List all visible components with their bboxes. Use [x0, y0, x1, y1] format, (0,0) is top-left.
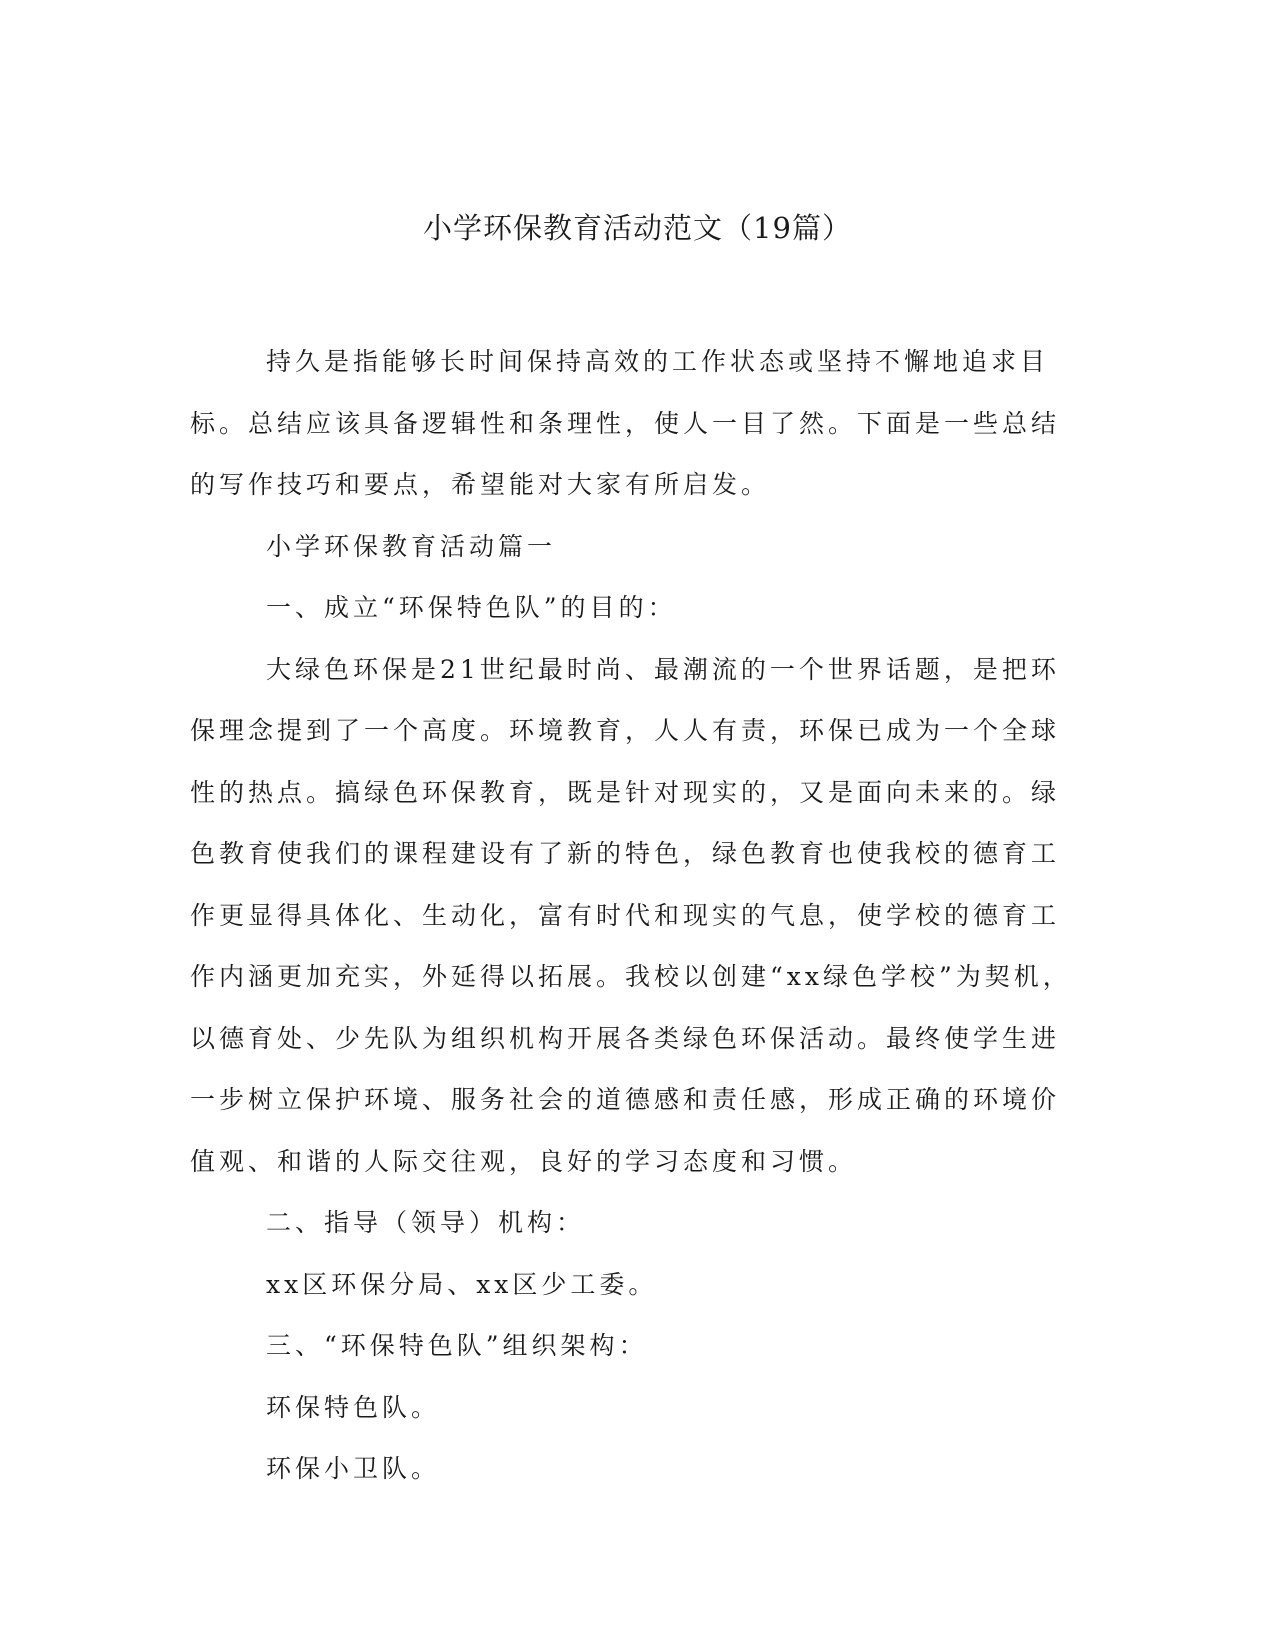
subheading-structure: 三、“环保特色队”组织架构：: [266, 1331, 648, 1360]
guidance-paragraph: xx区环保分局、xx区少工委。: [266, 1269, 658, 1299]
intro-paragraph: 持久是指能够长时间保持高效的工作状态或坚持不懈地追求目标。总结应该具备逻辑性和条理性，使人一目了然。下面是一些总结的写作技巧和要点，希望能对大家有所启发。: [190, 347, 1061, 499]
subheading-purpose: 一、成立“环保特色队”的目的：: [266, 593, 677, 622]
document-title: 小学环保教育活动范文（19篇）: [423, 211, 852, 245]
section-heading: 小学环保教育活动篇一: [266, 531, 557, 561]
structure-item: 环保小卫队。: [266, 1454, 441, 1483]
structure-item: 环保特色队。: [266, 1392, 441, 1422]
document-body: [190, 331, 1082, 1500]
subheading-guidance: 二、指导（领导）机构：: [266, 1208, 586, 1237]
purpose-paragraph: 大绿色环保是21世纪最时尚、最潮流的一个世界话题，是把环保理念提到了一个高度。环境教育，人人有责，环保已成为一个全球性的热点。搞绿色环保教育，既是针对现实的，又是面向未来的。绿色教育使我们的课程建设有了新的特色，绿色教育也使我校的德育工作更显得具体化、生动化，富有时代和现实的气息，使学校的德育工作内涵更加充实，外延得以拓展。我校以创建“xx绿色学校”为契机，以德育处、少先队为组织机构开展各类绿色环保活动。最终使学生进一步树立保护环境、服务社会的道德感和责任感，形成正确的环境价值观、和谐的人际交往观，良好的学习态度和习惯。: [190, 654, 1072, 1176]
